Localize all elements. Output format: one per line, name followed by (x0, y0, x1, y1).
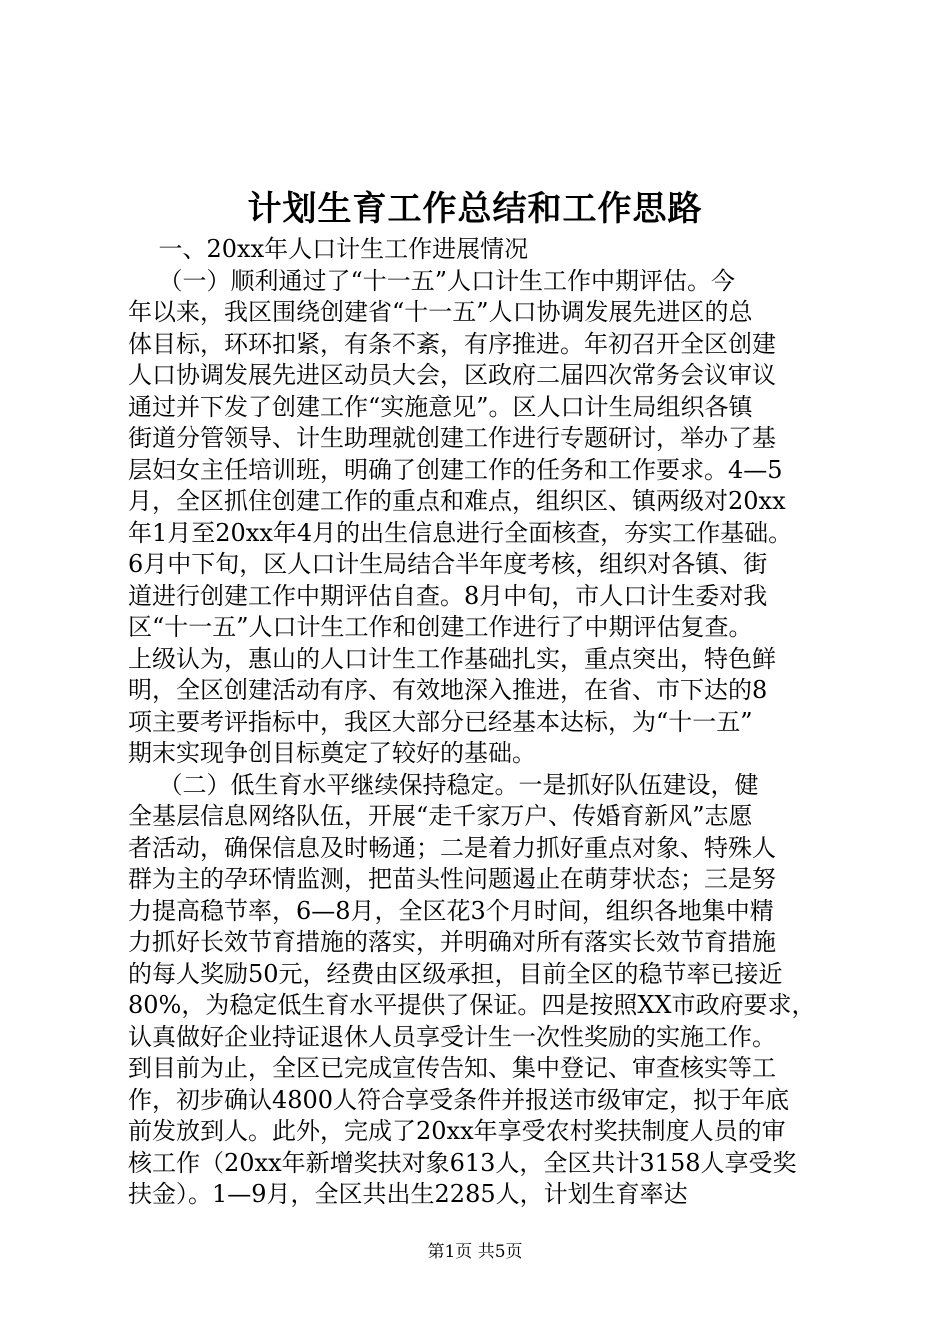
body-line: 到目前为止，全区已完成宣传告知、集中登记、审查核实等工 (128, 1054, 776, 1082)
body-line: 项主要考评指标中，我区大部分已经基本达标，为“十一五” (128, 707, 753, 736)
body-line: 年1月至20xx年4月的出生信息进行全面核查，夯实工作基础。 (128, 518, 793, 547)
body-line: 的每人奖励50元，经费由区级承担，目前全区的稳节率已接近 (128, 959, 783, 988)
body-line: 街道分管领导、计生助理就创建工作进行专题研讨，举办了基 (128, 424, 776, 452)
body-line: 核工作（20xx年新增奖扶对象613人，全区共计3158人享受奖 (128, 1148, 797, 1177)
body-line: 认真做好企业持证退休人员享受计生一次性奖励的实施工作。 (128, 1022, 776, 1051)
body-line: 80%，为稳定低生育水平提供了保证。四是按照XX市政府要求， (128, 991, 816, 1019)
body-line: 者活动，确保信息及时畅通；二是着力抓好重点对象、特殊人 (128, 833, 776, 862)
body-line: 月，全区抓住创建工作的重点和难点，组织区、镇两级对20xx (128, 487, 786, 515)
body-line: 人口协调发展先进区动员大会，区政府二届四次常务会议审议 (128, 361, 776, 389)
body-line: 明，全区创建活动有序、有效地深入推进，在省、市下达的8 (128, 676, 768, 704)
body-line: 层妇女主任培训班，明确了创建工作的任务和工作要求。4—5 (128, 455, 783, 484)
body-line: 力提高稳节率，6—8月，全区花3个月时间，组织各地集中精 (128, 896, 774, 925)
body-line: 前发放到人。此外，完成了20xx年享受农村奖扶制度人员的审 (128, 1117, 786, 1145)
body-line: 区“十一五”人口计生工作和创建工作进行了中期评估复查。 (128, 613, 753, 641)
body-line: 通过并下发了创建工作“实施意见”。区人口计生局组织各镇 (128, 392, 753, 421)
body-line: 道进行创建工作中期评估自查。8月中旬，市人口计生委对我 (128, 581, 768, 610)
document-body (128, 234, 828, 1211)
body-line: 扶金）。1—9月，全区共出生2285人，计划生育率达 (128, 1180, 688, 1208)
body-line: 年以来，我区围绕创建省“十一五”人口协调发展先进区的总 (128, 298, 753, 326)
body-line: 全基层信息网络队伍，开展“走千家万户、传婚育新风”志愿 (128, 802, 753, 830)
body-line: 作，初步确认4800人符合享受条件并报送市级审定，拟于年底 (128, 1085, 790, 1114)
page-footer: 第1页 共5页 (427, 1242, 523, 1262)
body-line: 一、20xx年人口计生工作进展情况 (128, 235, 529, 263)
body-line: 力抓好长效节育措施的落实，并明确对所有落实长效节育措施 (128, 928, 776, 956)
body-line: 体目标，环环扣紧，有条不紊，有序推进。年初召开全区创建 (128, 329, 776, 358)
body-line: 上级认为，惠山的人口计生工作基础扎实，重点突出，特色鲜 (128, 644, 776, 673)
body-line: （二）低生育水平继续保持稳定。一是抓好队伍建设，健 (128, 770, 759, 799)
body-line: 6月中下旬，区人口计生局结合半年度考核，组织对各镇、街 (128, 550, 768, 578)
document-title: 计划生育工作总结和工作思路 (247, 189, 703, 229)
body-line: 群为主的孕环情监测，把苗头性问题遏止在萌芽状态；三是努 (128, 865, 776, 893)
body-line: （一）顺利通过了“十一五”人口计生工作中期评估。今 (128, 266, 736, 295)
body-line: 期末实现争创目标奠定了较好的基础。 (128, 739, 536, 767)
